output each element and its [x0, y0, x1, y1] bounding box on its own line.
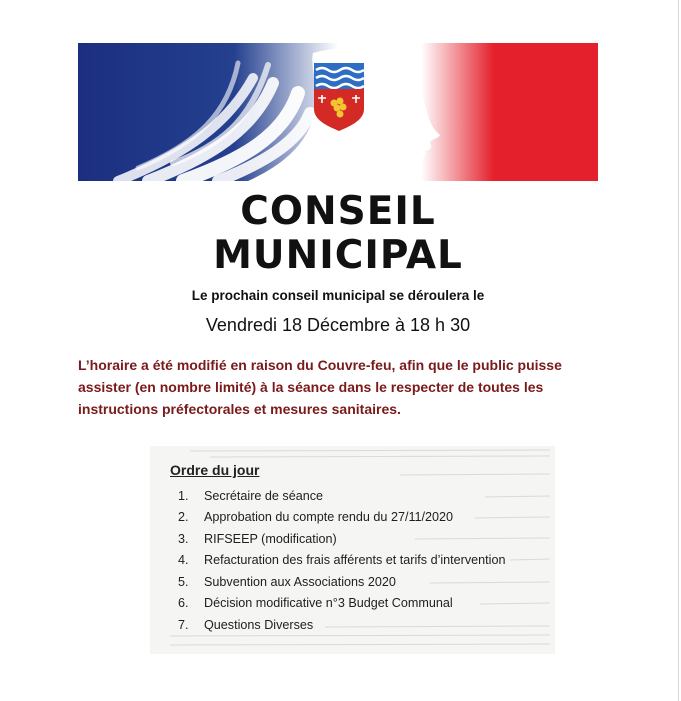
agenda-item-label: RIFSEEP (modification): [204, 531, 337, 546]
title-line-1: CONSEIL: [240, 189, 436, 234]
agenda-item-number: 2.: [178, 510, 189, 525]
agenda-item-label: Secrétaire de séance: [204, 488, 324, 503]
agenda-item-number: 5.: [178, 574, 189, 589]
agenda-item-label: Subvention aux Associations 2020: [204, 574, 396, 589]
agenda-item-number: 3.: [178, 531, 189, 546]
agenda-list: [178, 485, 505, 636]
schedule-notice: [78, 354, 598, 420]
coat-of-arms-icon: [314, 63, 364, 131]
agenda-item-number: 6.: [178, 596, 189, 611]
agenda-item-label: Approbation du compte rendu du 27/11/2020: [204, 510, 454, 525]
title-line-2: MUNICIPAL: [213, 233, 463, 278]
agenda-item: [178, 614, 505, 636]
agenda-scan: [150, 446, 555, 654]
agenda-item-number: 7.: [178, 617, 189, 632]
agenda-item-number: 1.: [178, 488, 189, 503]
agenda-item-label: Décision modificative n°3 Budget Communal: [204, 596, 453, 611]
agenda-item: [178, 485, 505, 507]
agenda-item-number: 4.: [178, 553, 189, 568]
notice-line: L’horaire a été modifié en raison du Couvre-feu, afin que le public puisse: [78, 357, 562, 373]
agenda-item-label: Refacturation des frais afférents et tarifs d’intervention: [204, 553, 506, 568]
marianne-banner-logo: [78, 43, 598, 181]
agenda-item-label: Questions Diverses: [204, 617, 314, 632]
agenda-item: [178, 571, 505, 593]
agenda-item: [178, 593, 505, 615]
agenda-item: [178, 507, 505, 529]
intro-text: Le prochain conseil municipal se déroulera le: [191, 288, 485, 303]
agenda-item: [178, 528, 505, 550]
notice-line: assister (en nombre limité) à la séance dans le respecter de toutes les: [78, 379, 544, 395]
agenda-title: Ordre du jour: [170, 462, 260, 478]
notice-line: instructions préfectorales et mesures sanitaires.: [78, 401, 401, 417]
agenda-item: [178, 550, 505, 572]
meeting-date: Vendredi 18 Décembre à 18 h 30: [205, 315, 471, 335]
page-edge: [678, 0, 679, 701]
